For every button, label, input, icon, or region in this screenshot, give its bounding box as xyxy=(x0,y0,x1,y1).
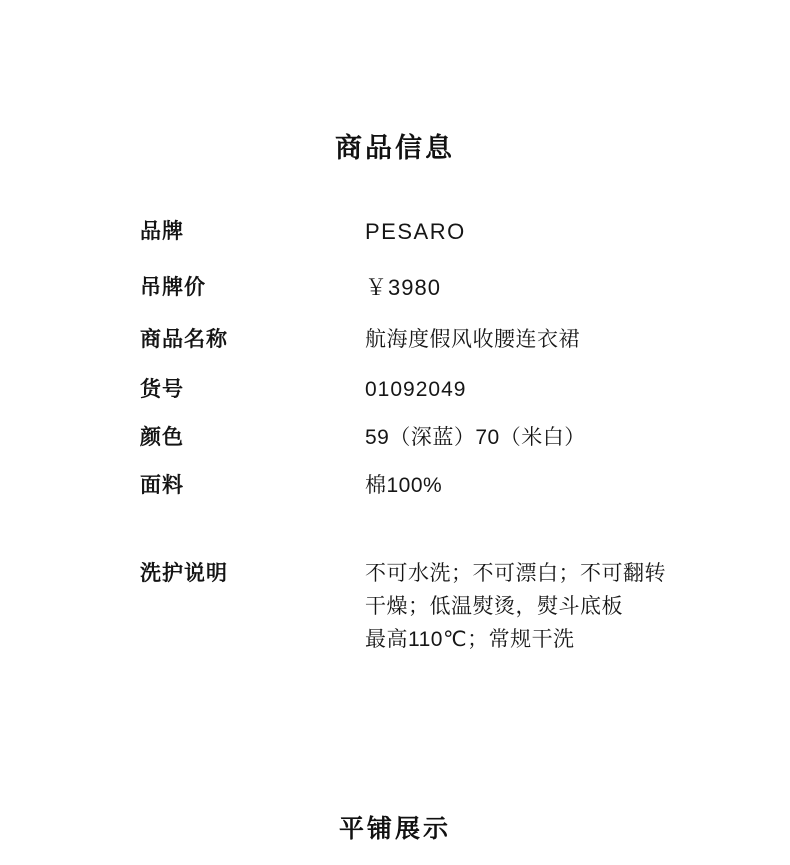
row-value-item-number: 01092049 xyxy=(365,378,467,401)
table-row xyxy=(140,421,740,455)
row-value-product-name: 航海度假风收腰连衣裙 xyxy=(365,328,580,351)
table-row-care xyxy=(140,557,740,656)
care-line-2: 干燥；低温熨烫，熨斗底板 xyxy=(365,595,623,618)
row-value-tag-price: ￥3980 xyxy=(365,275,441,300)
row-label-color: 颜色 xyxy=(140,426,184,449)
row-label-item-number: 货号 xyxy=(140,378,184,401)
table-row xyxy=(140,373,740,407)
row-label-tag-price: 吊牌价 xyxy=(140,276,206,299)
table-row xyxy=(140,469,740,503)
row-label-fabric: 面料 xyxy=(140,474,184,497)
table-row xyxy=(140,323,740,357)
row-value-fabric: 棉100% xyxy=(365,474,443,497)
row-label-care: 洗护说明 xyxy=(140,562,228,585)
product-info-table xyxy=(140,215,740,656)
table-row xyxy=(140,215,740,249)
row-label-product-name: 商品名称 xyxy=(140,328,228,351)
care-line-1: 不可水洗；不可漂白；不可翻转 xyxy=(365,562,666,585)
row-value-color: 59（深蓝）70（米白） xyxy=(365,426,586,449)
table-row xyxy=(140,271,740,305)
row-label-brand: 品牌 xyxy=(140,220,184,243)
row-value-care xyxy=(365,557,666,656)
care-line-3: 最高110℃；常规干洗 xyxy=(365,628,575,651)
page-title: 商品信息 xyxy=(335,133,455,163)
row-value-brand: PESARO xyxy=(365,219,466,244)
section-title-flat-display: 平铺展示 xyxy=(338,815,451,843)
